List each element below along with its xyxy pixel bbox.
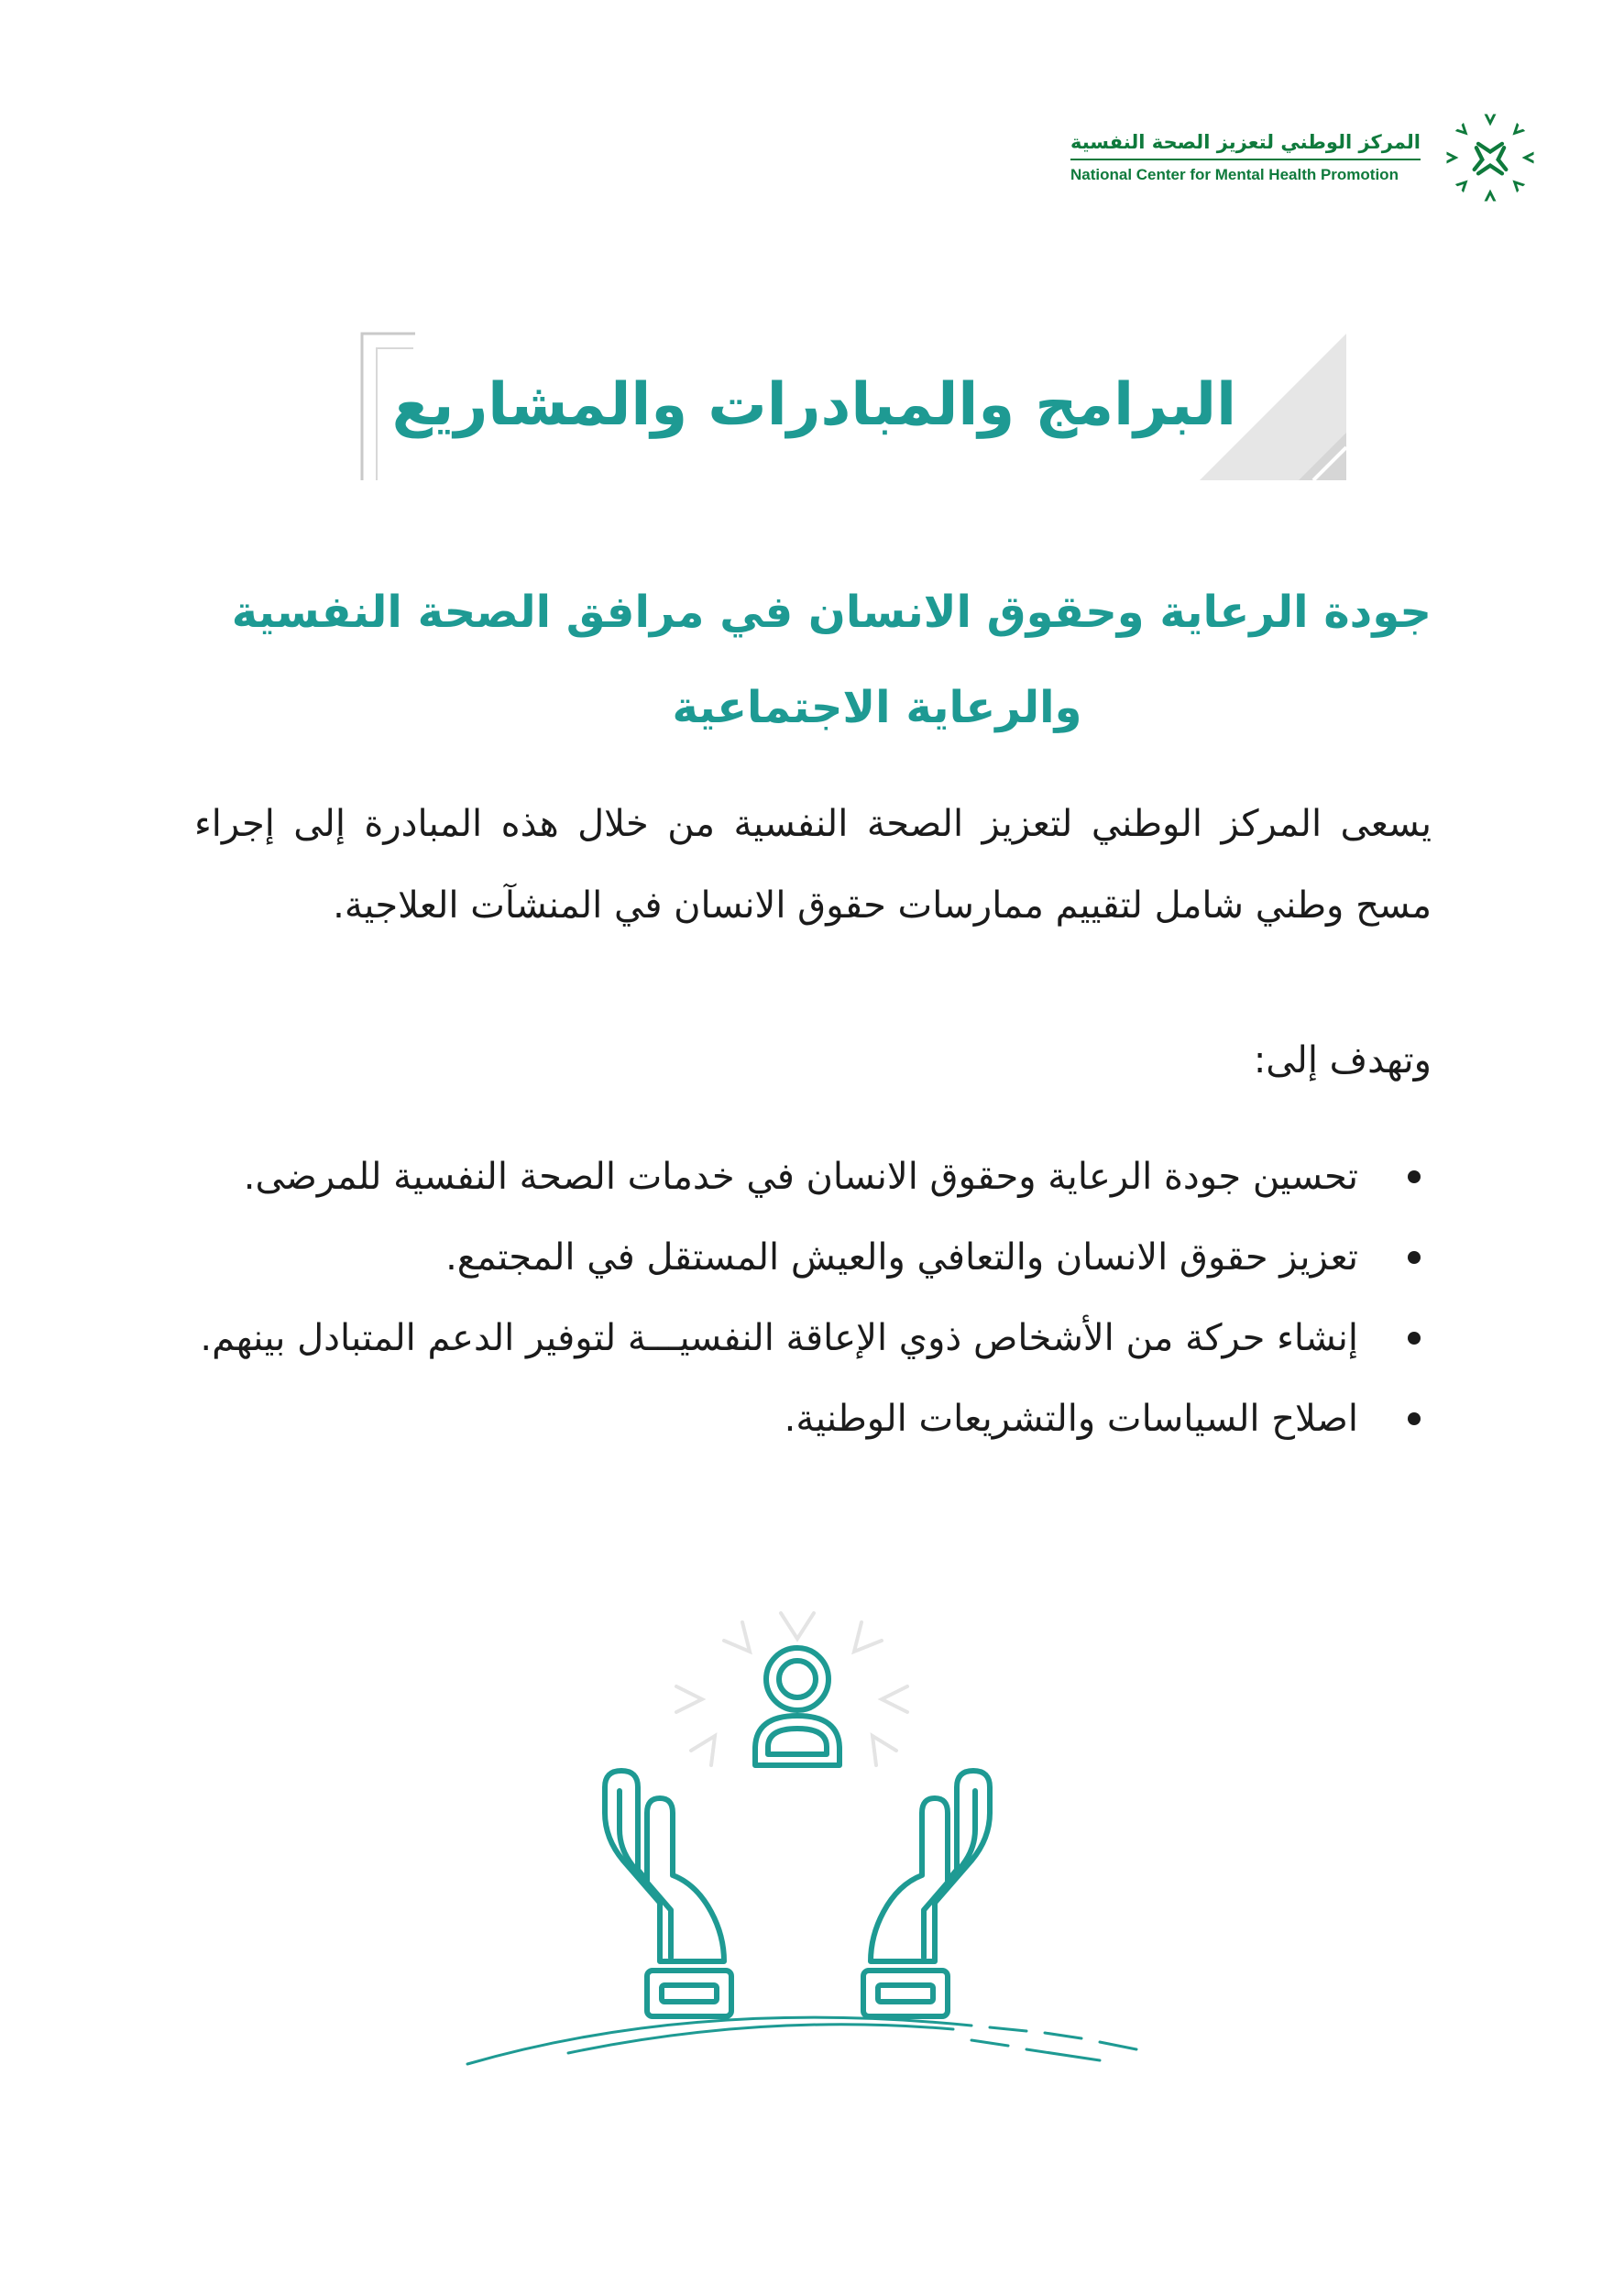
program-title [194,565,1432,755]
goal-item [194,1136,1432,1217]
goal-text: إنشاء حركة من الأشخاص ذوي الإعاقة النفسيـــة لتوفير الدعم المتبادل بينهم. [200,1317,1358,1359]
bullet-icon [1408,1412,1421,1425]
ncmh-star-logo-icon [1441,108,1540,207]
goal-item [194,1378,1432,1459]
goal-text: اصلاح السياسات والتشريعات الوطنية. [784,1398,1358,1440]
hands-holding-person-icon [458,1595,1173,2071]
bullet-icon [1408,1332,1421,1345]
bullet-icon [1408,1170,1421,1183]
goals-lead: وتهدف إلى: [1253,1039,1432,1082]
section-title: البرامج والمبادرات والمشاريع [391,371,1236,439]
goals-list [194,1136,1432,1459]
goal-item [194,1217,1432,1298]
goal-item [194,1298,1432,1378]
goal-text: تعزيز حقوق الانسان والتعافي والعيش المستقل في المجتمع. [445,1236,1358,1279]
program-title-line-2: والرعاية الاجتماعية [672,682,1082,733]
logo-arabic-name: المركز الوطني لتعزيز الصحة النفسية [1070,131,1421,160]
goal-text: تحسين جودة الرعاية وحقوق الانسان في خدمات الصحة النفسية للمرضى. [243,1156,1358,1198]
section-title-box [360,332,1346,480]
program-title-line-1: جودة الرعاية وحقوق الانسان في مرافق الصحة النفسية [231,587,1432,638]
ground-lines-decoration [467,2017,1136,2064]
program-intro: يسعى المركز الوطني لتعزيز الصحة النفسية من خلال هذه المبادرة إلى إجراء مسح وطني شامل لتقييم ممارسات حقوق الانسان في المنشآت العلاجية. [194,803,1432,927]
header-logo [1070,108,1540,207]
watermark-star-icon [676,1613,907,1765]
logo-english-name: National Center for Mental Health Promotion [1070,166,1399,183]
bullet-icon [1408,1251,1421,1264]
logo-text [1070,131,1421,184]
